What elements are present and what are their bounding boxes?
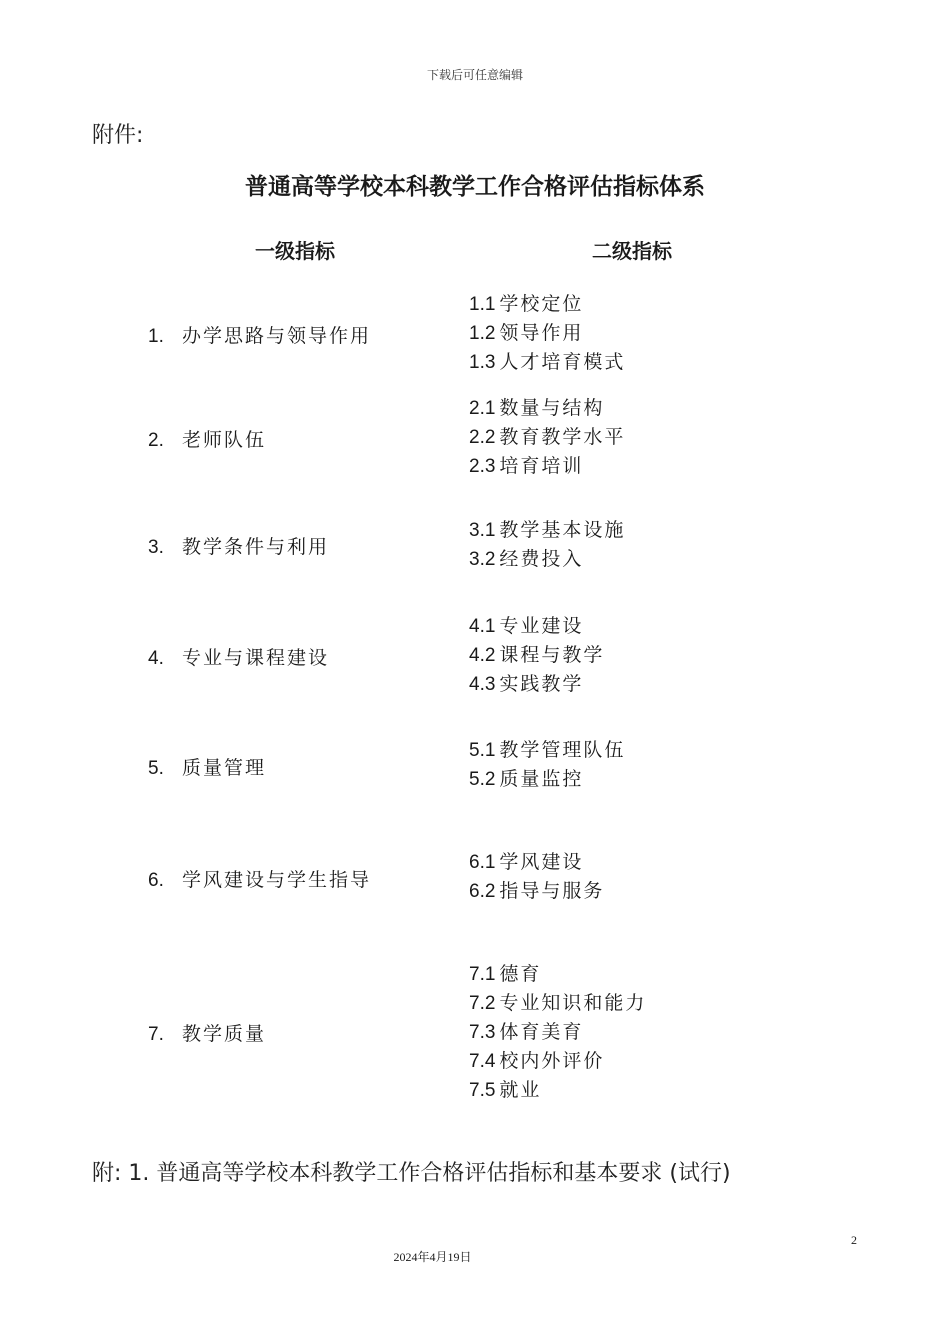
secondary-indicator — [469, 765, 625, 794]
secondary-indicator-text: 校内外评价 — [499, 1050, 605, 1072]
document-title: 普通高等学校本科教学工作合格评估指标体系 — [245, 174, 705, 200]
secondary-indicator — [469, 736, 625, 765]
footnote: 附: 1. 普通高等学校本科教学工作合格评估指标和基本要求 (试行) — [92, 1161, 731, 1186]
primary-indicator-number: 4. — [148, 648, 164, 669]
primary-indicator — [148, 643, 329, 670]
secondary-indicator-code: 7.3 — [469, 1022, 496, 1043]
secondary-indicator — [469, 1076, 646, 1105]
primary-indicator-name: 质量管理 — [182, 757, 267, 779]
secondary-indicator-code: 6.2 — [469, 881, 496, 902]
secondary-indicator-text: 人才培育模式 — [499, 351, 626, 373]
secondary-indicator-text: 专业知识和能力 — [499, 992, 647, 1014]
primary-indicator-number: 6. — [148, 870, 164, 891]
secondary-indicator-text: 课程与教学 — [499, 644, 605, 666]
primary-indicator — [148, 753, 266, 780]
secondary-indicator — [469, 1018, 646, 1047]
secondary-indicator-code: 2.2 — [469, 427, 496, 448]
secondary-indicator-text: 指导与服务 — [499, 880, 605, 902]
primary-indicator — [148, 1019, 266, 1046]
secondary-indicator — [469, 1047, 646, 1076]
secondary-indicator — [469, 670, 604, 699]
secondary-indicator — [469, 545, 625, 574]
secondary-indicator-code: 1.1 — [469, 294, 496, 315]
primary-indicator-number: 5. — [148, 758, 164, 779]
secondary-indicator — [469, 348, 625, 377]
secondary-indicator-list — [469, 960, 646, 1105]
secondary-indicator-text: 专业建设 — [499, 615, 584, 637]
secondary-indicator-text: 学校定位 — [499, 293, 584, 315]
primary-indicator — [148, 532, 329, 559]
secondary-indicator — [469, 877, 604, 906]
secondary-indicator — [469, 612, 604, 641]
secondary-indicator-code: 1.3 — [469, 352, 496, 373]
page-number: 2 — [851, 1233, 857, 1247]
primary-indicator — [148, 865, 371, 892]
secondary-indicator-list — [469, 848, 604, 906]
secondary-indicator-code: 7.1 — [469, 964, 496, 985]
secondary-indicator-list — [469, 516, 625, 574]
column-header-level1: 一级指标 — [255, 239, 335, 263]
secondary-indicator-list — [469, 394, 625, 481]
secondary-indicator-list — [469, 612, 604, 699]
secondary-indicator-code: 1.2 — [469, 323, 496, 344]
secondary-indicator — [469, 394, 625, 423]
secondary-indicator-text: 就业 — [499, 1079, 542, 1101]
secondary-indicator — [469, 641, 604, 670]
primary-indicator — [148, 321, 371, 348]
header-note: 下载后可任意编辑 — [426, 68, 523, 82]
secondary-indicator-code: 2.3 — [469, 456, 496, 477]
secondary-indicator-text: 教学管理队伍 — [499, 739, 626, 761]
secondary-indicator-code: 4.2 — [469, 645, 496, 666]
secondary-indicator-text: 质量监控 — [499, 768, 584, 790]
primary-indicator-number: 2. — [148, 430, 164, 451]
secondary-indicator — [469, 848, 604, 877]
secondary-indicator-code: 7.2 — [469, 993, 496, 1014]
secondary-indicator — [469, 989, 646, 1018]
secondary-indicator — [469, 423, 625, 452]
secondary-indicator-code: 7.5 — [469, 1080, 496, 1101]
secondary-indicator-text: 实践教学 — [499, 673, 584, 695]
primary-indicator-number: 1. — [148, 326, 164, 347]
secondary-indicator-text: 培育培训 — [499, 455, 584, 477]
secondary-indicator-text: 学风建设 — [499, 851, 584, 873]
primary-indicator-name: 办学思路与领导作用 — [182, 325, 372, 347]
primary-indicator-name: 学风建设与学生指导 — [182, 869, 372, 891]
footer-date: 2024年4月19日 — [393, 1250, 472, 1264]
primary-indicator-number: 7. — [148, 1024, 164, 1045]
column-header-level2: 二级指标 — [592, 239, 672, 263]
secondary-indicator-list — [469, 290, 625, 377]
secondary-indicator — [469, 319, 625, 348]
secondary-indicator-code: 3.1 — [469, 520, 496, 541]
secondary-indicator-code: 4.3 — [469, 674, 496, 695]
secondary-indicator-code: 2.1 — [469, 398, 496, 419]
secondary-indicator-text: 领导作用 — [499, 322, 584, 344]
primary-indicator — [148, 425, 266, 452]
secondary-indicator-text: 教育教学水平 — [499, 426, 626, 448]
secondary-indicator-text: 教学基本设施 — [499, 519, 626, 541]
secondary-indicator-code: 5.1 — [469, 740, 496, 761]
primary-indicator-name: 专业与课程建设 — [182, 647, 330, 669]
secondary-indicator — [469, 960, 646, 989]
secondary-indicator — [469, 452, 625, 481]
secondary-indicator-text: 德育 — [499, 963, 542, 985]
secondary-indicator-code: 6.1 — [469, 852, 496, 873]
secondary-indicator-text: 数量与结构 — [499, 397, 605, 419]
primary-indicator-name: 老师队伍 — [182, 429, 267, 451]
primary-indicator-name: 教学条件与利用 — [182, 536, 330, 558]
secondary-indicator-text: 体育美育 — [499, 1021, 584, 1043]
secondary-indicator-code: 3.2 — [469, 549, 496, 570]
secondary-indicator — [469, 516, 625, 545]
secondary-indicator-text: 经费投入 — [499, 548, 584, 570]
secondary-indicator-code: 4.1 — [469, 616, 496, 637]
secondary-indicator-list — [469, 736, 625, 794]
secondary-indicator-code: 5.2 — [469, 769, 496, 790]
attachment-label: 附件: — [92, 123, 144, 148]
primary-indicator-number: 3. — [148, 537, 164, 558]
primary-indicator-name: 教学质量 — [182, 1023, 267, 1045]
secondary-indicator — [469, 290, 625, 319]
secondary-indicator-code: 7.4 — [469, 1051, 496, 1072]
